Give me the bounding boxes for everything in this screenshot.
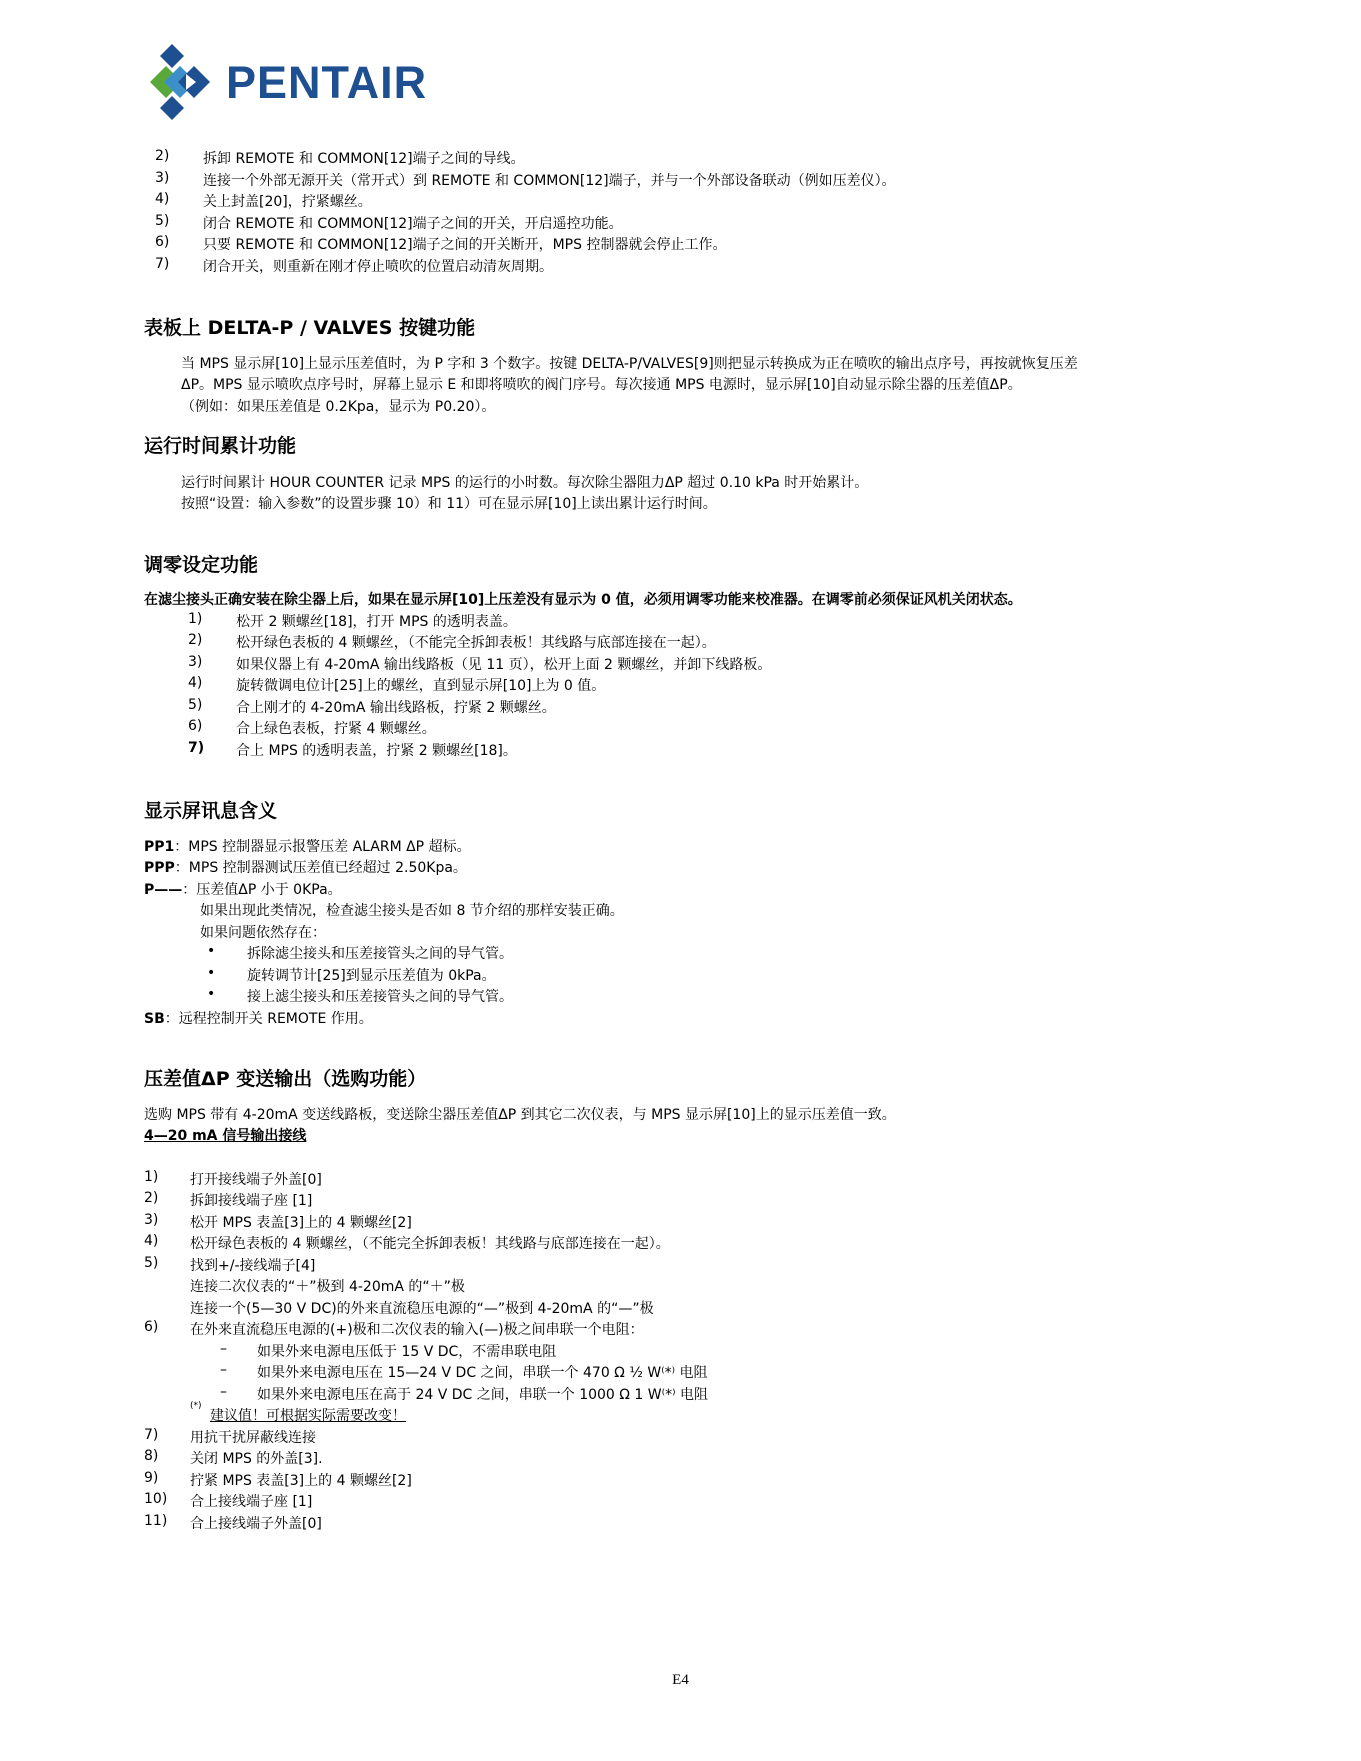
list-item-text: 如果仪器上有 4-20mA 输出线路板（见 11 页），松开上面 2 颗螺丝，并卸下线路板。	[236, 657, 772, 673]
list-item-text: 拆卸 REMOTE 和 COMMON[12]端子之间的导线。	[203, 151, 525, 167]
paragraph-line: 运行时间累计 HOUR COUNTER 记录 MPS 的运行的小时数。每次除尘器阻力ΔP 超过 0.10 kPa 时开始累计。	[181, 475, 869, 491]
list-item-number: 3)	[144, 1212, 159, 1228]
list-item-text: 只要 REMOTE 和 COMMON[12]端子之间的开关断开，MPS 控制器就会停止工作。	[203, 237, 727, 253]
bullet-text: 接上滤尘接头和压差接管头之间的导气管。	[247, 989, 513, 1005]
list-item-text: 合上接线端子座 [1]	[190, 1494, 313, 1510]
list-item-number: 4)	[155, 191, 170, 207]
dash-text: 如果外来电源电压低于 15 V DC，不需串联电阻	[257, 1344, 557, 1360]
list-item-text: 合上接线端子外盖[0]	[190, 1516, 322, 1532]
dash-text: 如果外来电源电压在 15—24 V DC 之间，串联一个 470 Ω ½ W⁽*⁾ 电阻	[257, 1365, 708, 1381]
message-ppp	[144, 857, 467, 877]
message-sb	[144, 1008, 373, 1028]
list-item-text: 关上封盖[20]，拧紧螺丝。	[203, 194, 372, 210]
list-item-number: 11)	[144, 1513, 168, 1529]
dash-marker: –	[220, 1362, 227, 1378]
message-text: ：MPS 控制器显示报警压差 ALARM ΔP 超标。	[174, 839, 471, 855]
message-pp1	[144, 836, 471, 856]
list-item-number: 1)	[188, 611, 203, 627]
page-number: E4	[672, 1672, 689, 1688]
message-text: ：远程控制开关 REMOTE 作用。	[164, 1011, 373, 1027]
paragraph-line: （例如：如果压差值是 0.2Kpa，显示为 P0.20）。	[181, 399, 496, 415]
list-item-number: 7)	[188, 740, 205, 756]
bullet-icon: •	[207, 943, 216, 959]
message-code: PPP	[144, 860, 175, 876]
list-item-number: 7)	[144, 1427, 159, 1443]
list-item-text: 找到+/-接线端子[4]	[190, 1258, 316, 1274]
bullet-text: 旋转调节计[25]到显示压差值为 0kPa。	[247, 968, 496, 984]
list-item-text: 拧紧 MPS 表盖[3]上的 4 颗螺丝[2]	[190, 1473, 412, 1489]
list-item-number: 10)	[144, 1491, 168, 1507]
paragraph-line: 连接一个(5—30 V DC)的外来直流稳压电源的“—”极到 4-20mA 的“—”极	[190, 1301, 654, 1317]
list-item-text: 用抗干扰屏蔽线连接	[190, 1430, 316, 1446]
list-item-text: 合上绿色表板，拧紧 4 颗螺丝。	[236, 721, 436, 737]
message-code: P——	[144, 882, 183, 898]
bullet-text: 拆除滤尘接头和压差接管头之间的导气管。	[247, 946, 513, 962]
list-item-number: 2)	[155, 148, 170, 164]
list-item-number: 5)	[188, 697, 203, 713]
list-item-number: 1)	[144, 1169, 159, 1185]
list-item-text: 合上 MPS 的透明表盖，拧紧 2 颗螺丝[18]。	[236, 743, 517, 759]
list-item-number: 4)	[144, 1233, 159, 1249]
bullet-icon: •	[207, 965, 216, 981]
logo-brand-text: PENTAIR	[226, 56, 428, 108]
list-item-number: 6)	[144, 1319, 159, 1335]
dash-marker: –	[220, 1341, 227, 1357]
list-item-text: 闭合 REMOTE 和 COMMON[12]端子之间的开关，开启遥控功能。	[203, 216, 623, 232]
list-item-text: 关闭 MPS 的外盖[3].	[190, 1451, 323, 1467]
list-item-text: 打开接线端子外盖[0]	[190, 1172, 322, 1188]
footnote-text: 建议值！可根据实际需要改变！	[210, 1408, 406, 1424]
paragraph-line: 如果出现此类情况，检查滤尘接头是否如 8 节介绍的那样安装正确。	[200, 903, 624, 919]
list-item-text: 松开 2 颗螺丝[18]，打开 MPS 的透明表盖。	[236, 614, 517, 630]
list-item-number: 7)	[155, 256, 170, 272]
list-item-text: 合上刚才的 4-20mA 输出线路板，拧紧 2 颗螺丝。	[236, 700, 556, 716]
section-title-delta-p: 表板上 DELTA-P / VALVES 按键功能	[144, 317, 476, 339]
pentair-mark-icon	[150, 44, 218, 120]
paragraph-line: 按照“设置：输入参数”的设置步骤 10）和 11）可在显示屏[10]上读出累计运行时间。	[181, 496, 717, 512]
section-title-zero-setting: 调零设定功能	[144, 554, 259, 576]
zero-setting-intro: 在滤尘接头正确安装在除尘器上后，如果在显示屏[10]上压差没有显示为 0 值，必须用调零功能来校准器。在调零前必须保证风机关闭状态。	[144, 592, 1022, 608]
list-item-number: 8)	[144, 1448, 159, 1464]
message-code: SB	[144, 1011, 165, 1027]
list-item-number: 9)	[144, 1470, 159, 1486]
dash-text: 如果外来电源电压在高于 24 V DC 之间，串联一个 1000 Ω 1 W⁽*⁾ 电阻	[257, 1387, 708, 1403]
paragraph-line: 如果问题依然存在：	[200, 925, 326, 941]
message-text: ：MPS 控制器测试压差值已经超过 2.50Kpa。	[174, 860, 467, 876]
list-item-text: 旋转微调电位计[25]上的螺丝，直到显示屏[10]上为 0 值。	[236, 678, 606, 694]
message-text: ：压差值ΔP 小于 0KPa。	[182, 882, 342, 898]
wiring-subtitle: 4—20 mA 信号输出接线	[144, 1128, 307, 1144]
list-item-text: 闭合开关，则重新在刚才停止喷吹的位置启动清灰周期。	[203, 259, 553, 275]
footnote-marker: (*)	[190, 1401, 202, 1411]
list-item-number: 6)	[188, 718, 203, 734]
section-title-display-messages: 显示屏讯息含义	[144, 800, 278, 822]
section-title-delta-p-output: 压差值ΔP 变送输出（选购功能）	[144, 1068, 427, 1090]
list-item-number: 5)	[155, 213, 170, 229]
list-item-number: 6)	[155, 234, 170, 250]
list-item-number: 4)	[188, 675, 203, 691]
paragraph-line: ΔP。MPS 显示喷吹点序号时，屏幕上显示 E 和即将喷吹的阀门序号。每次接通 MPS 电源时，显示屏[10]自动显示除尘器的压差值ΔP。	[181, 377, 1022, 393]
paragraph-line: 连接二次仪表的“＋”极到 4-20mA 的“＋”极	[190, 1279, 465, 1295]
message-p	[144, 879, 342, 899]
list-item-text: 在外来直流稳压电源的(+)极和二次仪表的输入(—)极之间串联一个电阻：	[190, 1322, 644, 1338]
list-item-text: 松开 MPS 表盖[3]上的 4 颗螺丝[2]	[190, 1215, 412, 1231]
message-code: PP1	[144, 839, 175, 855]
paragraph-line: 选购 MPS 带有 4-20mA 变送线路板，变送除尘器压差值ΔP 到其它二次仪表，与 MPS 显示屏[10]上的显示压差值一致。	[144, 1107, 896, 1123]
list-item-number: 3)	[188, 654, 203, 670]
paragraph-line: 当 MPS 显示屏[10]上显示压差值时，为 P 字和 3 个数字。按键 DELTA-P/VALVES[9]则把显示转换成为正在喷吹的输出点序号，再按就恢复压差	[181, 356, 1078, 372]
list-item-number: 2)	[188, 632, 203, 648]
pentair-logo	[150, 44, 427, 120]
list-item-number: 5)	[144, 1255, 159, 1271]
section-title-hour-counter: 运行时间累计功能	[144, 435, 297, 457]
list-item-number: 2)	[144, 1190, 159, 1206]
list-item-text: 松开绿色表板的 4 颗螺丝，（不能完全拆卸表板！其线路与底部连接在一起）。	[190, 1236, 670, 1252]
bullet-icon: •	[207, 986, 216, 1002]
list-item-text: 拆卸接线端子座 [1]	[190, 1193, 313, 1209]
list-item-number: 3)	[155, 170, 170, 186]
list-item-text: 连接一个外部无源开关（常开式）到 REMOTE 和 COMMON[12]端子，并与一个外部设备联动（例如压差仪）。	[203, 173, 896, 189]
dash-marker: –	[220, 1384, 227, 1400]
list-item-text: 松开绿色表板的 4 颗螺丝，（不能完全拆卸表板！其线路与底部连接在一起）。	[236, 635, 716, 651]
